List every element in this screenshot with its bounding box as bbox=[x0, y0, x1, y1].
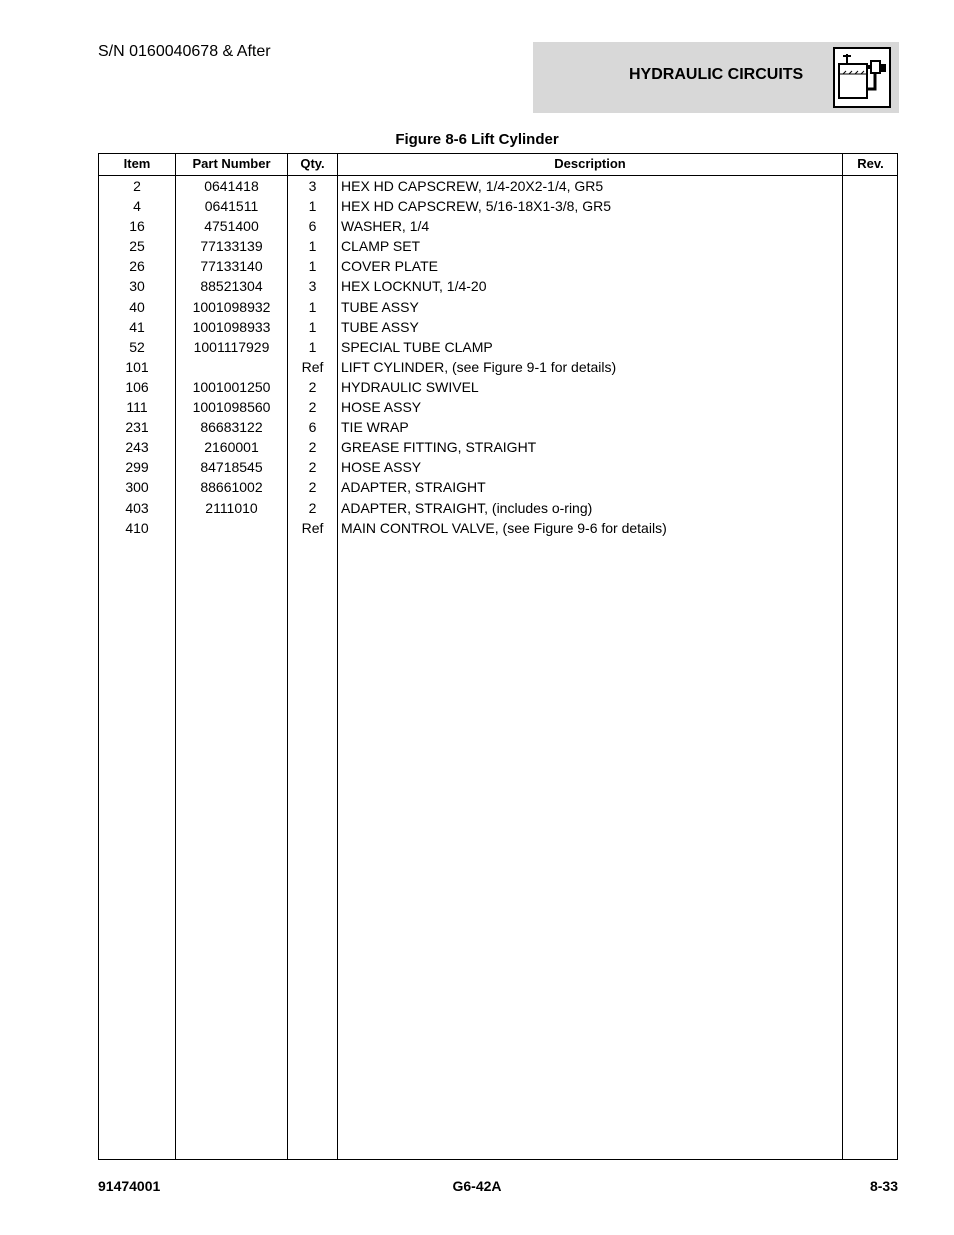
cell-part-number: 1001117929 bbox=[193, 338, 270, 355]
cell-qty: 6 bbox=[308, 419, 317, 436]
cell-part-number: 88521304 bbox=[200, 278, 263, 295]
section-title: HYDRAULIC CIRCUITS bbox=[629, 66, 804, 83]
column-header-rev: Rev. bbox=[857, 156, 884, 171]
cell-part-number: 2111010 bbox=[205, 499, 258, 516]
table-row bbox=[99, 377, 897, 397]
cell-part-number: 1001001250 bbox=[192, 378, 271, 395]
table-row bbox=[99, 477, 897, 497]
cell-item: 25 bbox=[129, 238, 145, 255]
cell-description: GREASE FITTING, STRAIGHT bbox=[341, 439, 537, 456]
cell-item: 2 bbox=[133, 178, 141, 194]
cell-item: 101 bbox=[125, 358, 149, 375]
cell-description: ADAPTER, STRAIGHT, (includes o-ring) bbox=[341, 499, 593, 516]
cell-description: HEX HD CAPSCREW, 1/4-20X2-1/4, GR5 bbox=[341, 178, 604, 194]
column-header-qty: Qty. bbox=[300, 156, 325, 171]
table-row bbox=[99, 337, 897, 357]
cell-description: HEX LOCKNUT, 1/4-20 bbox=[341, 278, 487, 295]
cell-item: 26 bbox=[129, 258, 145, 275]
table-body bbox=[99, 176, 897, 538]
table-row bbox=[99, 397, 897, 417]
column-header-description: Description bbox=[554, 156, 626, 171]
cell-description: HYDRAULIC SWIVEL bbox=[341, 378, 479, 395]
cell-description: HOSE ASSY bbox=[341, 459, 422, 476]
cell-description: HOSE ASSY bbox=[341, 399, 422, 416]
table-row bbox=[99, 437, 897, 457]
cell-qty: 1 bbox=[308, 298, 317, 315]
cell-part-number: 2160001 bbox=[204, 439, 259, 456]
serial-number-note: S/N 0160040678 & After bbox=[98, 43, 271, 60]
cell-description: ADAPTER, STRAIGHT bbox=[341, 479, 486, 496]
cell-qty: 1 bbox=[308, 198, 317, 215]
cell-description: TUBE ASSY bbox=[341, 318, 419, 335]
cell-qty: 2 bbox=[308, 479, 317, 496]
cell-item: 403 bbox=[125, 499, 149, 516]
column-header-part-number: Part Number bbox=[192, 156, 271, 171]
table-row bbox=[99, 297, 897, 317]
table-row bbox=[99, 256, 897, 276]
cell-item: 16 bbox=[129, 218, 145, 235]
cell-item: 243 bbox=[125, 439, 149, 456]
cell-qty: 2 bbox=[308, 378, 317, 395]
cell-description: LIFT CYLINDER, (see Figure 9-1 for details) bbox=[341, 358, 617, 375]
cell-qty: 2 bbox=[308, 399, 317, 416]
cell-item: 299 bbox=[125, 459, 149, 476]
cell-description: MAIN CONTROL VALVE, (see Figure 9-6 for details) bbox=[341, 519, 667, 536]
hydraulic-tank-icon bbox=[833, 47, 891, 108]
cell-item: 106 bbox=[125, 378, 149, 395]
cell-item: 52 bbox=[129, 338, 145, 355]
cell-description: CLAMP SET bbox=[341, 238, 421, 255]
table-row bbox=[99, 236, 897, 256]
cell-description: WASHER, 1/4 bbox=[341, 218, 430, 235]
cell-description: TUBE ASSY bbox=[341, 298, 419, 315]
column-header-item: Item bbox=[123, 156, 151, 171]
cell-qty: 2 bbox=[308, 459, 317, 476]
cell-qty: Ref bbox=[301, 519, 324, 536]
cell-part-number: 1001098932 bbox=[192, 298, 271, 315]
page-number: 8-33 bbox=[869, 1178, 898, 1194]
cell-qty: 3 bbox=[308, 278, 317, 295]
cell-item: 30 bbox=[129, 278, 145, 295]
cell-description: COVER PLATE bbox=[341, 258, 438, 275]
cell-part-number: 1001098560 bbox=[192, 399, 271, 416]
cell-item: 4 bbox=[133, 198, 141, 215]
cell-item: 111 bbox=[126, 399, 148, 416]
table-row bbox=[99, 417, 897, 437]
cell-item: 231 bbox=[125, 419, 149, 436]
table-row bbox=[99, 457, 897, 477]
parts-table bbox=[98, 153, 898, 1160]
table-row bbox=[99, 196, 897, 216]
table-row bbox=[99, 357, 897, 377]
cell-item: 410 bbox=[125, 519, 149, 536]
cell-part-number: 77133140 bbox=[200, 258, 263, 275]
cell-qty: 1 bbox=[308, 338, 317, 355]
cell-item: 40 bbox=[129, 298, 145, 315]
doc-number: 91474001 bbox=[98, 1178, 161, 1194]
cell-part-number: 1001098933 bbox=[192, 318, 271, 335]
cell-description: HEX HD CAPSCREW, 5/16-18X1-3/8, GR5 bbox=[341, 198, 611, 215]
cell-qty: 1 bbox=[308, 238, 317, 255]
cell-part-number: 0641418 bbox=[204, 178, 259, 194]
section-header bbox=[533, 42, 899, 113]
cell-item: 41 bbox=[129, 318, 145, 335]
cell-qty: 1 bbox=[308, 318, 317, 335]
cell-part-number: 88661002 bbox=[200, 479, 263, 496]
cell-qty: 1 bbox=[308, 258, 317, 275]
table-row bbox=[99, 498, 897, 518]
cell-description: TIE WRAP bbox=[341, 419, 409, 436]
model-number: G6-42A bbox=[452, 1178, 502, 1194]
cell-part-number: 77133139 bbox=[200, 238, 263, 255]
cell-qty: 2 bbox=[308, 499, 317, 516]
cell-qty: 2 bbox=[308, 439, 317, 456]
table-row bbox=[99, 216, 897, 236]
table-row bbox=[99, 176, 897, 196]
table-row bbox=[99, 317, 897, 337]
cell-description: SPECIAL TUBE CLAMP bbox=[341, 338, 493, 355]
cell-qty: 6 bbox=[308, 218, 317, 235]
table-row bbox=[99, 276, 897, 296]
cell-qty: Ref bbox=[301, 358, 324, 375]
cell-part-number: 84718545 bbox=[200, 459, 263, 476]
figure-title: Figure 8-6 Lift Cylinder bbox=[395, 131, 559, 148]
cell-qty: 3 bbox=[308, 178, 317, 194]
cell-part-number: 86683122 bbox=[200, 419, 263, 436]
cell-part-number: 4751400 bbox=[204, 218, 259, 235]
cell-part-number: 0641511 bbox=[204, 198, 259, 215]
table-row bbox=[99, 518, 897, 538]
cell-item: 300 bbox=[125, 479, 149, 496]
